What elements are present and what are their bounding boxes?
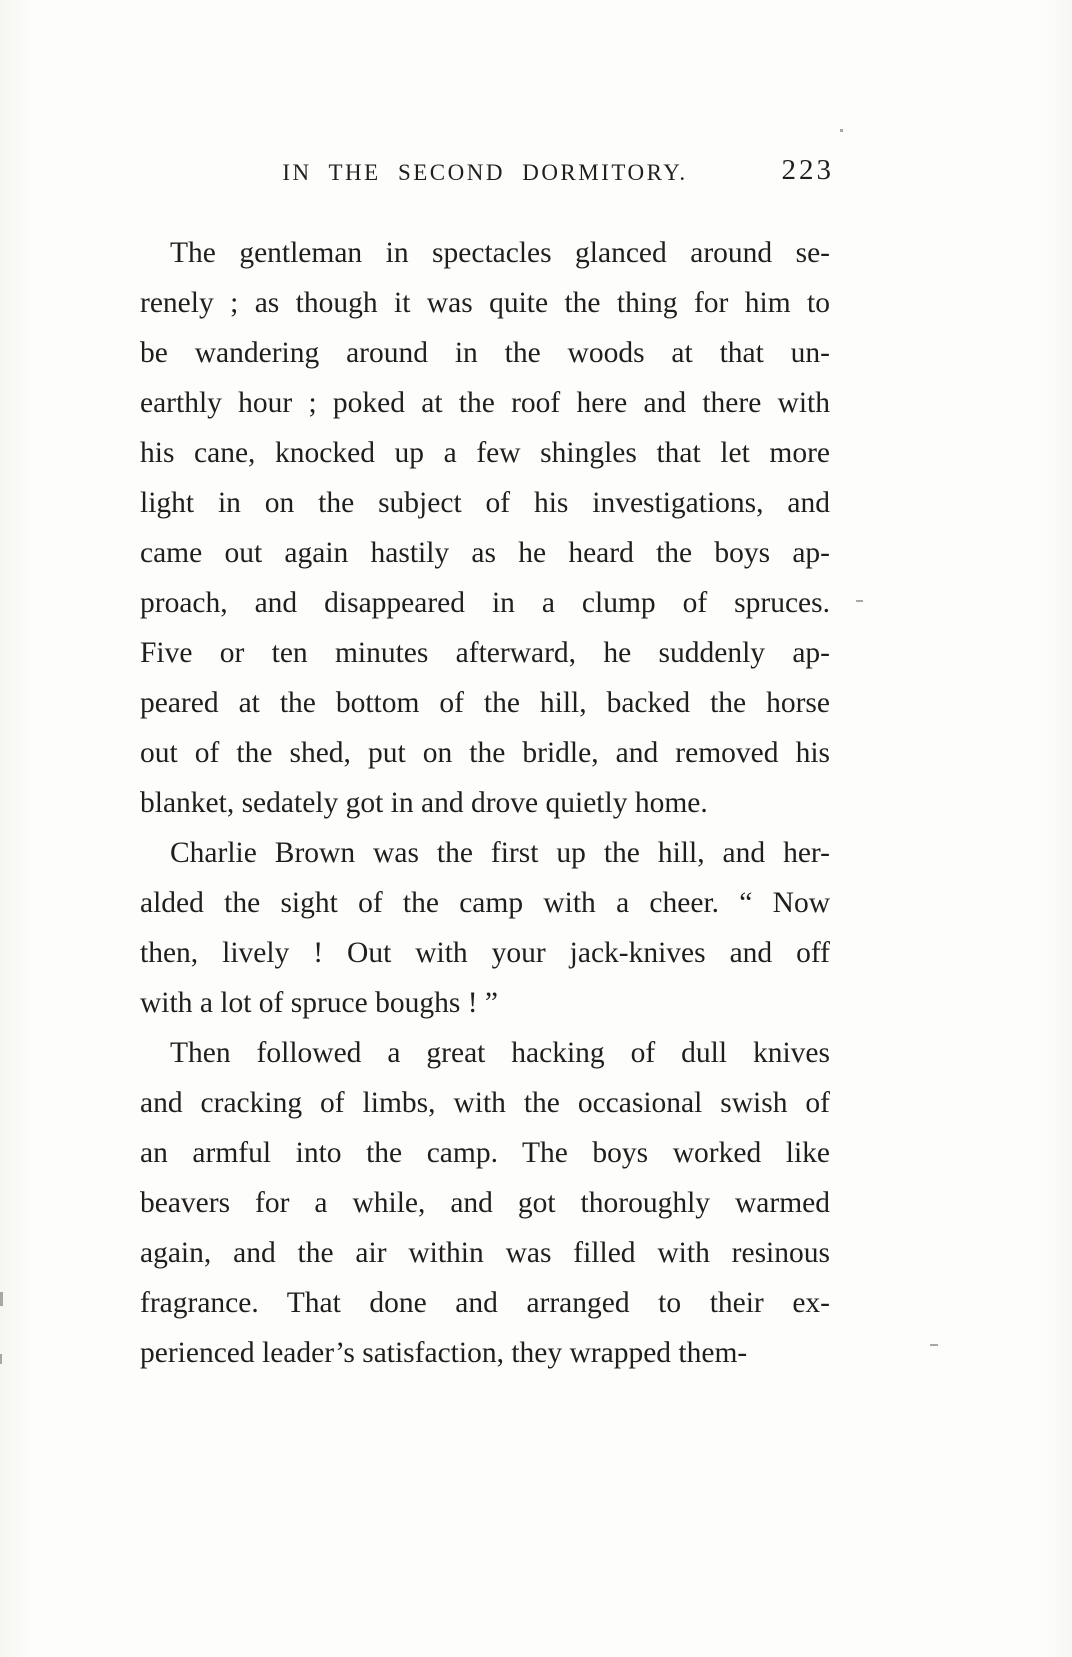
text-line: The gentleman in spectacles glanced around se- xyxy=(170,237,830,269)
text-line: his cane, knocked up a few shingles that let more xyxy=(140,437,830,469)
text-line: came out again hastily as he heard the boys ap- xyxy=(140,537,830,569)
paragraph xyxy=(140,228,830,828)
text-line: perienced leader’s satisfaction, they wrapped them- xyxy=(140,1337,748,1369)
text-line: proach, and disappeared in a clump of spruces. xyxy=(140,587,830,619)
page-body xyxy=(140,228,830,1378)
text-line: and cracking of limbs, with the occasional swish of xyxy=(140,1087,830,1119)
text-line: Charlie Brown was the first up the hill, and her- xyxy=(170,837,830,869)
scan-artifact xyxy=(840,129,843,132)
text-line: Then followed a great hacking of dull knives xyxy=(170,1037,830,1069)
text-line: renely ; as though it was quite the thing for him to xyxy=(140,287,830,319)
scan-artifact xyxy=(856,600,863,602)
text-line: beavers for a while, and got thoroughly warmed xyxy=(140,1187,830,1219)
text-line: be wandering around in the woods at that un- xyxy=(140,337,830,369)
text-line: with a lot of spruce boughs ! ” xyxy=(140,987,499,1019)
text-line: again, and the air within was filled with resinous xyxy=(140,1237,830,1269)
text-line: peared at the bottom of the hill, backed the horse xyxy=(140,687,830,719)
running-header-title: IN THE SECOND DORMITORY. xyxy=(282,160,688,185)
text-line: fragrance. That done and arranged to their ex- xyxy=(140,1287,830,1319)
page-header xyxy=(140,154,834,194)
text-line: blanket, sedately got in and drove quietly home. xyxy=(140,787,708,819)
text-line: Five or ten minutes afterward, he suddenly ap- xyxy=(140,637,830,669)
text-line: an armful into the camp. The boys worked like xyxy=(140,1137,830,1169)
text-line: earthly hour ; poked at the roof here and there with xyxy=(140,387,830,419)
text-line: out of the shed, put on the bridle, and removed his xyxy=(140,737,830,769)
text-line: then, lively ! Out with your jack-knives and off xyxy=(140,937,830,969)
paragraph xyxy=(140,828,830,1028)
text-line: alded the sight of the camp with a cheer. “ Now xyxy=(140,887,830,919)
scan-artifact xyxy=(0,1292,3,1306)
book-page xyxy=(140,154,834,1378)
paragraph xyxy=(140,1028,830,1378)
scan-artifact xyxy=(930,1344,938,1346)
text-line: light in on the subject of his investigations, and xyxy=(140,487,830,519)
page-number: 223 xyxy=(781,154,834,186)
scan-artifact xyxy=(0,1354,2,1364)
